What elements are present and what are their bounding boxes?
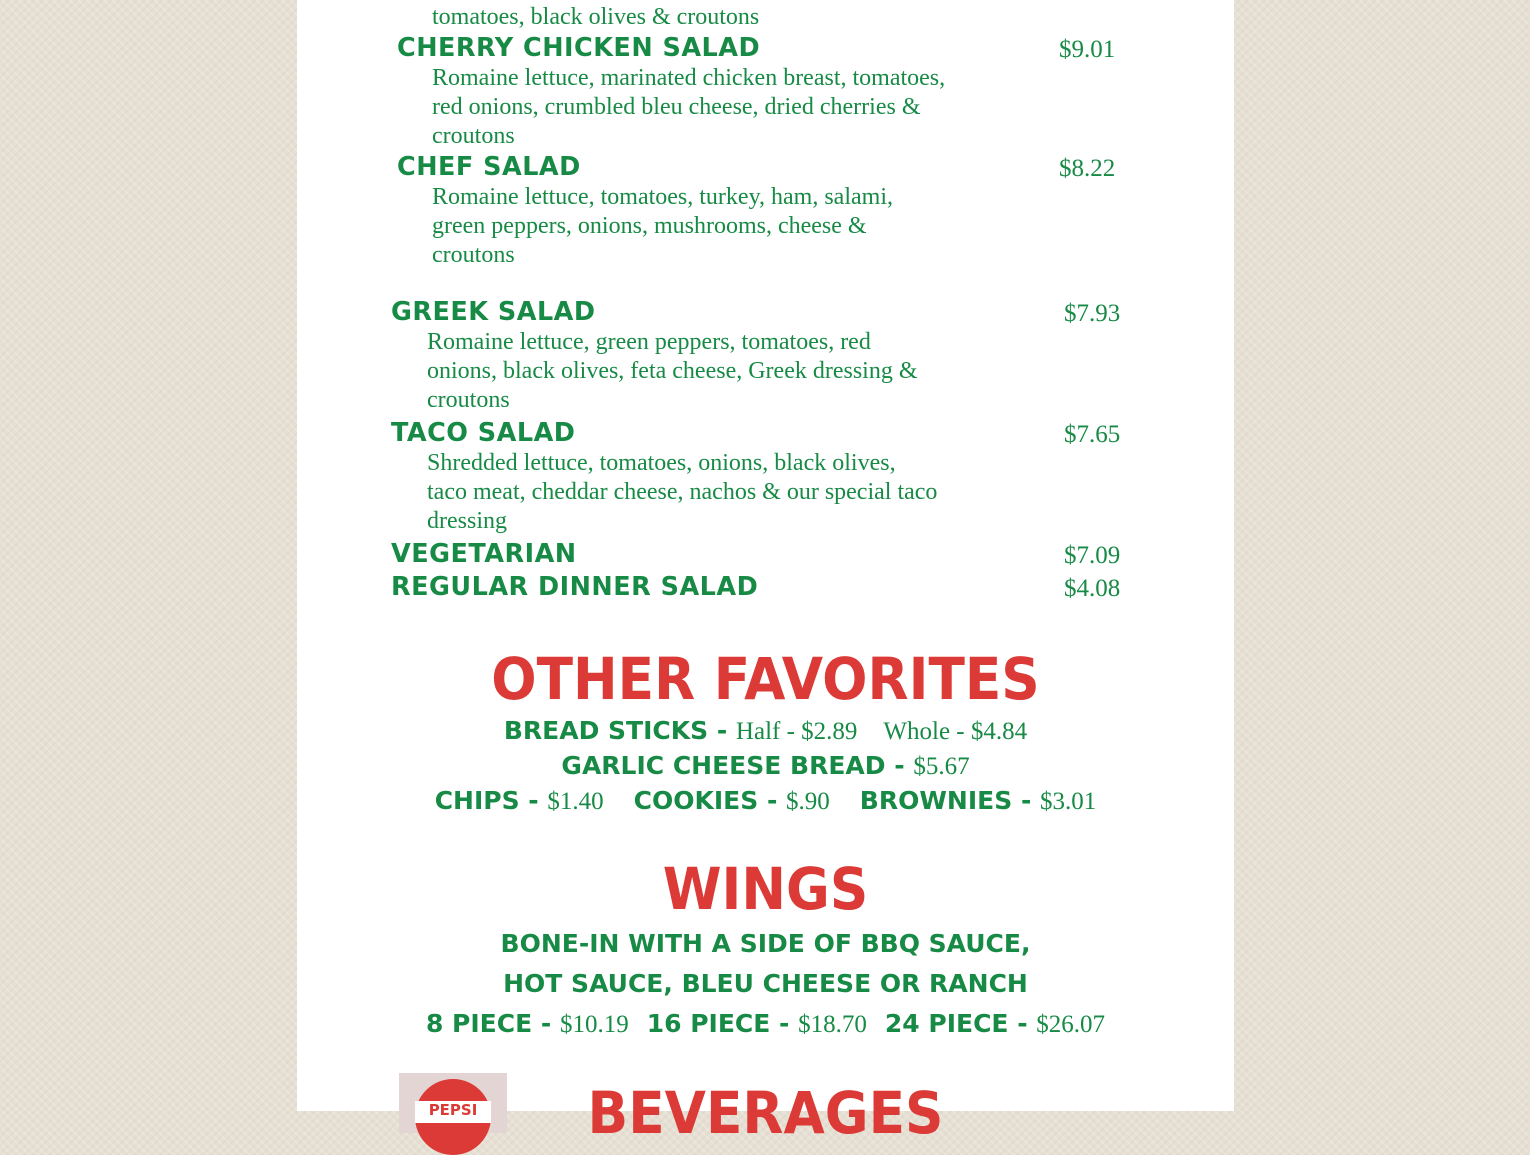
item-price-cherry-chicken-salad: $9.01 — [1059, 36, 1116, 63]
item-name-cherry-chicken-salad: CHERRY CHICKEN SALAD — [397, 33, 761, 63]
item-description-cherry-chicken-salad: Romaine lettuce, marinated chicken breast, tomatoes, red onions, crumbled bleu cheese, dried cherries & croutons — [432, 65, 946, 149]
item-description-chef-salad: Romaine lettuce, tomatoes, turkey, ham, salami, green peppers, onions, mushrooms, cheese & croutons — [432, 184, 893, 268]
section-heading-beverages: BEVERAGES — [587, 1079, 944, 1147]
garlic-cheese-bread-label: GARLIC CHEESE BREAD - — [561, 751, 914, 780]
cookies-label: COOKIES - — [633, 786, 787, 815]
item-price-greek-salad: $7.93 — [1064, 300, 1121, 327]
wings-8-piece-label: 8 PIECE - — [425, 1009, 560, 1038]
bread-sticks-whole-price: Whole - $4.84 — [883, 718, 1028, 745]
item-name-vegetarian: VEGETARIAN — [391, 539, 577, 569]
item-price-vegetarian: $7.09 — [1064, 542, 1121, 569]
wings-description-line-1: BONE-IN WITH A SIDE OF BBQ SAUCE, — [500, 929, 1031, 958]
item-price-taco-salad: $7.65 — [1064, 421, 1121, 448]
snacks-line — [297, 788, 1234, 814]
wings-16-piece-price: $18.70 — [798, 1011, 867, 1038]
previous-item-description: tomatoes, black olives & croutons — [432, 4, 760, 30]
item-description-taco-salad: Shredded lettuce, tomatoes, onions, black olives, taco meat, cheddar cheese, nachos & our special taco dressing — [427, 450, 938, 534]
bread-sticks-label: BREAD STICKS - — [503, 716, 736, 745]
item-price-chef-salad: $8.22 — [1059, 155, 1116, 182]
item-price-regular-dinner-salad: $4.08 — [1064, 575, 1121, 602]
chips-price: $1.40 — [547, 788, 604, 815]
chips-label: CHIPS - — [434, 786, 548, 815]
item-name-greek-salad: GREEK SALAD — [391, 297, 596, 327]
section-heading-other-favorites: OTHER FAVORITES — [491, 645, 1040, 713]
item-name-regular-dinner-salad: REGULAR DINNER SALAD — [391, 572, 759, 602]
bread-sticks-line — [297, 718, 1234, 744]
bread-sticks-half-price: Half - $2.89 — [735, 718, 858, 745]
brownies-price: $3.01 — [1040, 788, 1097, 815]
menu-page — [297, 0, 1234, 1147]
wings-description-line-2: HOT SAUCE, BLEU CHEESE OR RANCH — [503, 969, 1028, 998]
wings-8-piece-price: $10.19 — [559, 1011, 629, 1038]
garlic-cheese-bread-price: $5.67 — [913, 753, 970, 780]
wings-16-piece-label: 16 PIECE - — [646, 1009, 799, 1038]
garlic-cheese-bread-line — [297, 753, 1234, 779]
cookies-price: $.90 — [786, 788, 830, 815]
item-name-taco-salad: TACO SALAD — [391, 418, 576, 448]
wings-24-piece-label: 24 PIECE - — [884, 1009, 1037, 1038]
brownies-label: BROWNIES - — [859, 786, 1041, 815]
pepsi-logo-text: PEPSI — [428, 1101, 478, 1119]
wings-prices-line — [297, 1011, 1234, 1037]
section-heading-wings: WINGS — [662, 855, 869, 923]
item-description-greek-salad: Romaine lettuce, green peppers, tomatoes, red onions, black olives, feta cheese, Greek dressing & croutons — [427, 329, 918, 413]
wings-24-piece-price: $26.07 — [1036, 1011, 1106, 1038]
item-name-chef-salad: CHEF SALAD — [397, 152, 581, 182]
